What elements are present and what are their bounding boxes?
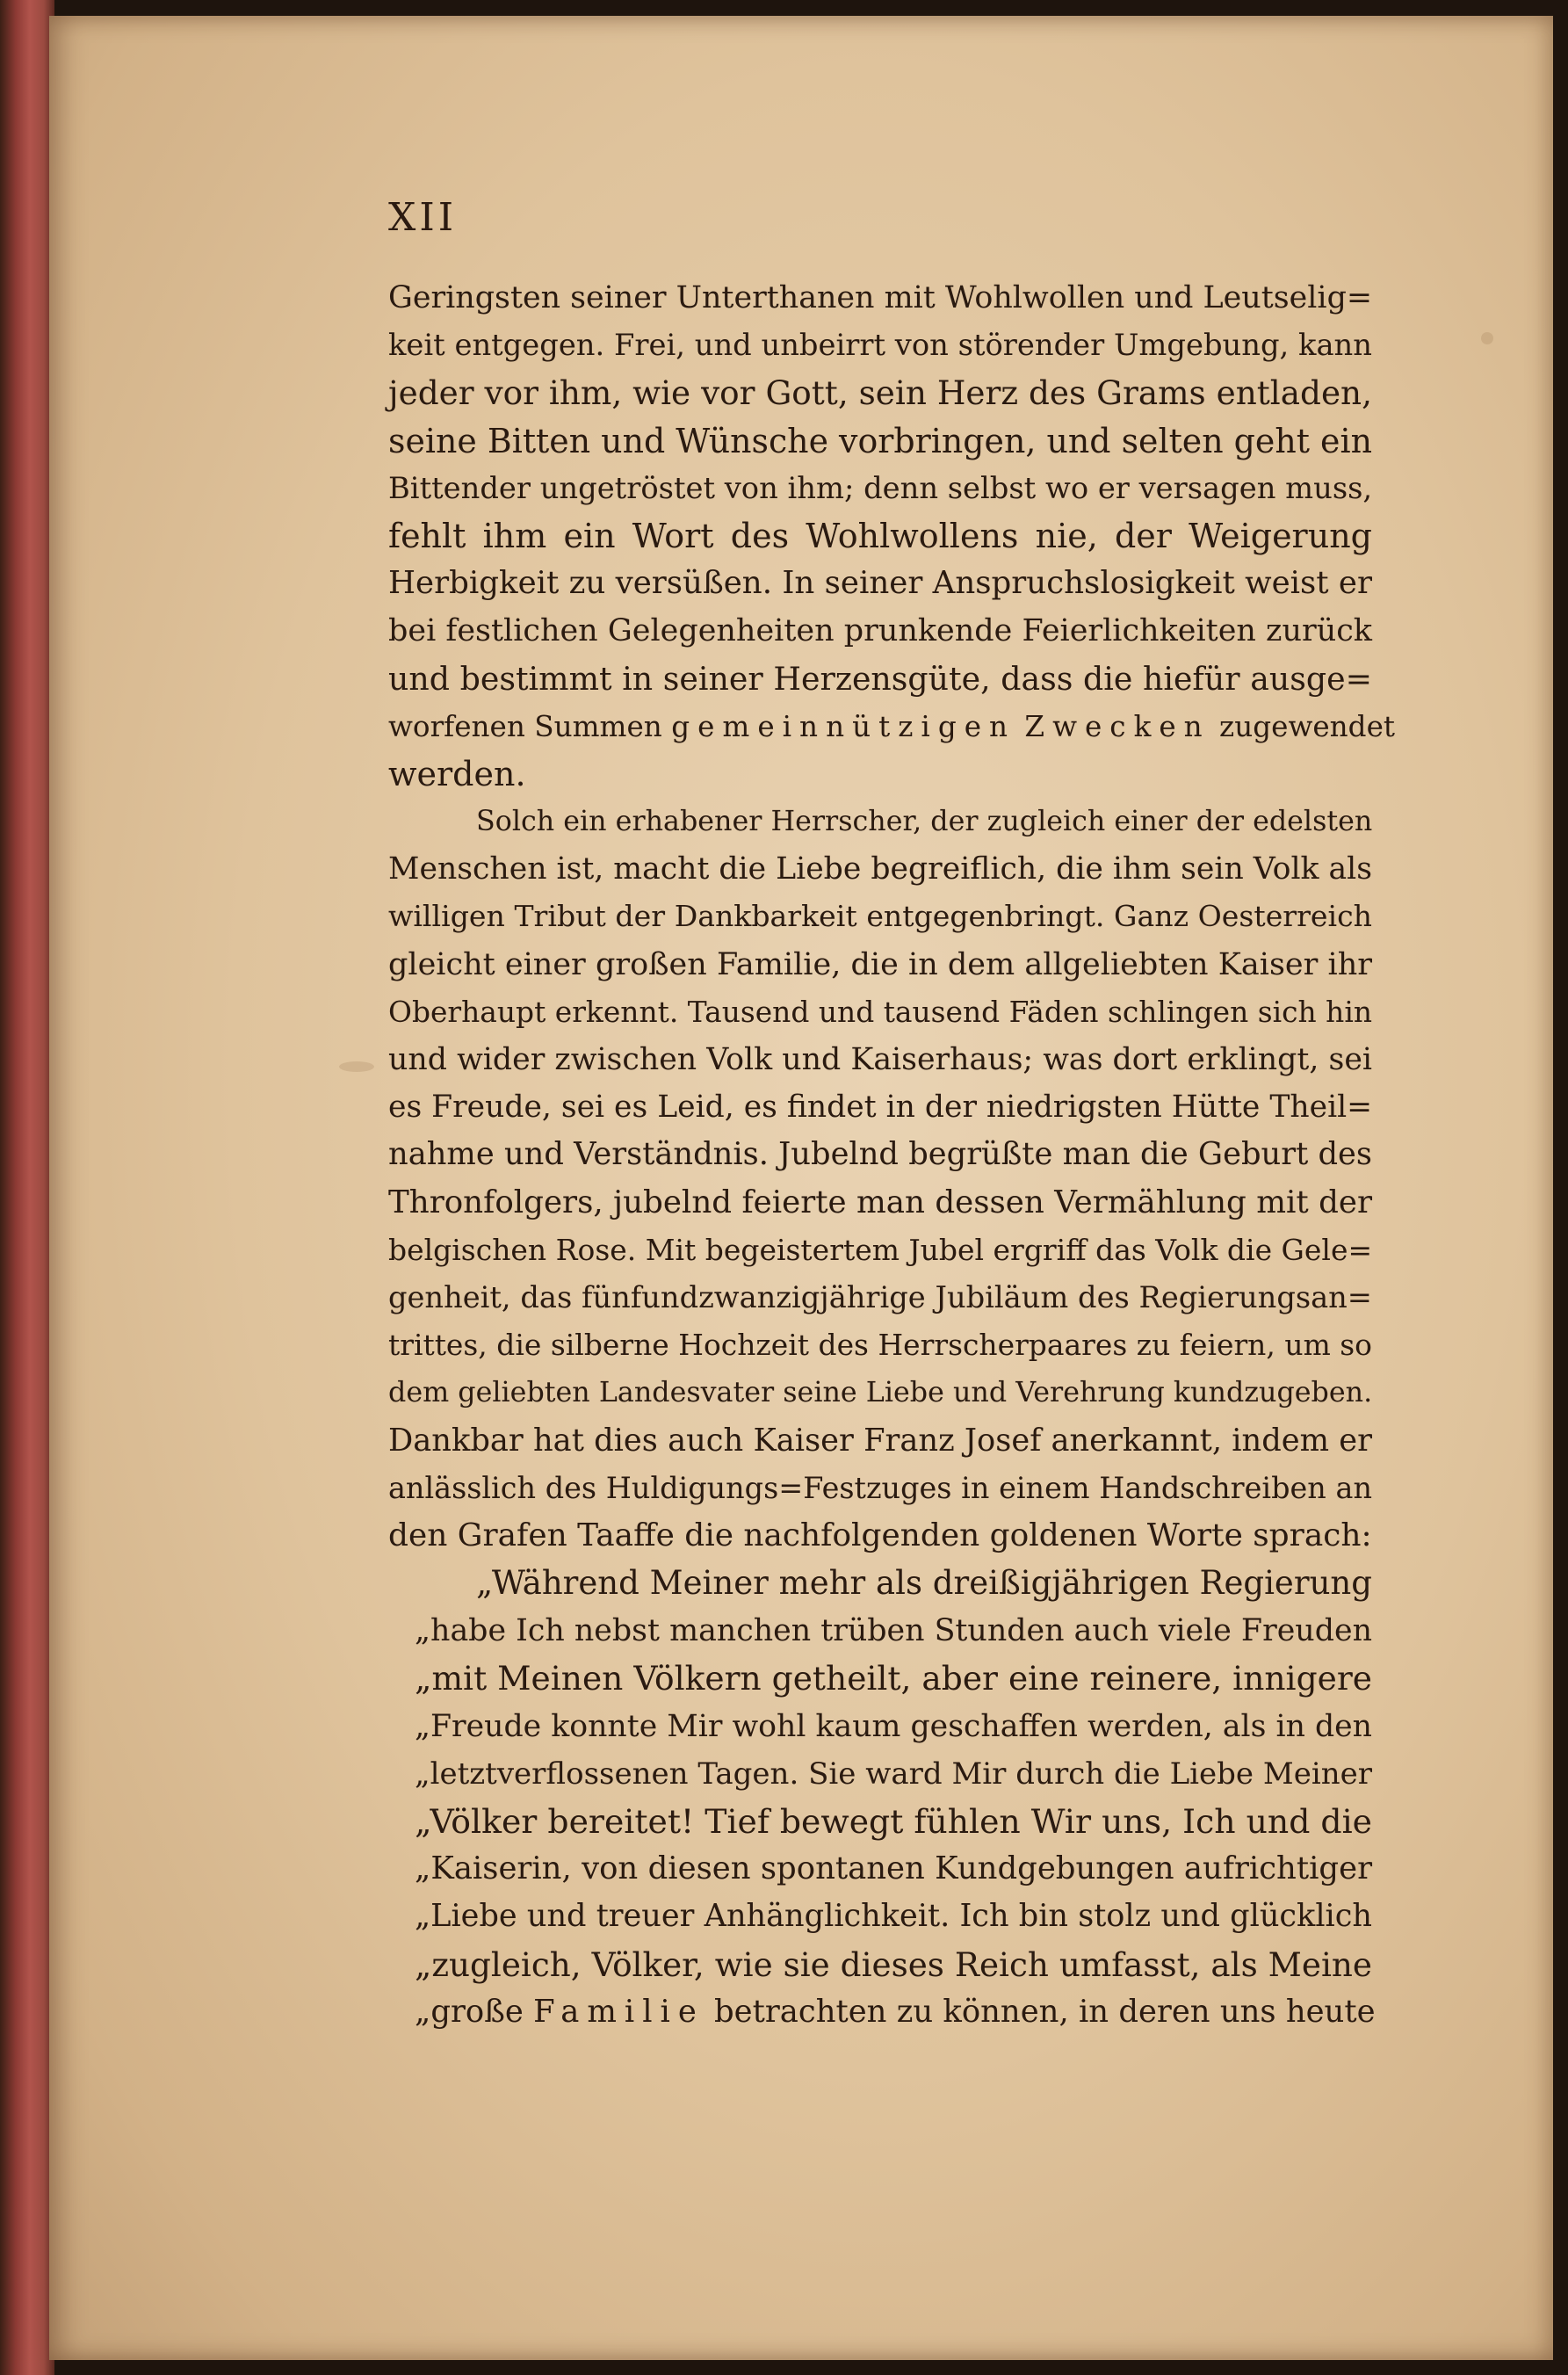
text-line: und wider zwischen Volk und Kaiserhaus; was dort erklingt, sei [388, 1042, 1372, 1077]
body-text [388, 274, 1395, 2036]
text-line: Menschen ist, macht die Liebe begreiflich, die ihm sein Volk als [388, 851, 1372, 887]
quote-line: „mit Meinen Völkern getheilt, aber eine reinere, innigere [415, 1659, 1372, 1698]
quote-line: „Liebe und treuer Anhänglichkeit. Ich bin stolz und glücklich [415, 1898, 1372, 1935]
text-line: es Freude, sei es Leid, es findet in der niedrigsten Hütte Theil= [388, 1090, 1373, 1126]
text-line: fehlt ihm ein Wort des Wohlwollens nie, der Weigerung [388, 516, 1372, 555]
text-line: genheit, das fünfundzwanzigjährige Jubiläum des Regierungsan= [388, 1279, 1372, 1314]
text-line: nahme und Verständnis. Jubelnd begrüßte man die Geburt des [388, 1136, 1372, 1173]
spaced-word: Familie [533, 1993, 705, 2030]
text-line-spaced [388, 703, 1395, 750]
page-number: XII [388, 195, 458, 240]
text-line: werden. [388, 754, 526, 793]
text-line: Herbigkeit zu versüßen. In seiner Anspruchslosigkeit weist er [388, 565, 1372, 602]
text-line: Dankbar hat dies auch Kaiser Franz Josef anerkannt, indem er [388, 1422, 1372, 1459]
quote-line: „letztverflossenen Tagen. Sie ward Mir durch die Liebe Meiner [415, 1756, 1372, 1792]
text-line: Bittender ungetröstet von ihm; denn selbst wo er versagen muss, [388, 470, 1373, 505]
book-cover-edge [0, 0, 54, 2375]
text-fragment: zugewendet [1219, 709, 1395, 743]
quote-line-spaced [388, 1988, 1376, 2036]
text-fragment: worfenen Summen [388, 709, 662, 743]
text-line: anlässlich des Huldigungs=Festzuges in einem Handschreiben an [388, 1470, 1372, 1505]
text-line: belgischen Rose. Mit begeistertem Jubel ergriff das Volk die Gele= [388, 1232, 1373, 1267]
text-line: trittes, die silberne Hochzeit des Herrscherpaares zu feiern, um so [388, 1328, 1372, 1363]
text-line: jeder vor ihm, wie vor Gott, sein Herz des Grams entladen, [388, 373, 1372, 413]
quote-line: „Während Meiner mehr als dreißigjährigen Regierung [476, 1564, 1372, 1603]
spaced-word: Zwecken [1024, 709, 1210, 743]
text-line: und bestimmt in seiner Herzensgüte, dass die hiefür ausge= [388, 659, 1372, 698]
quote-line: „Völker bereitet! Tief bewegt fühlen Wir uns, Ich und die [415, 1802, 1372, 1841]
text-line: Oberhaupt erkennt. Tausend und tausend Fäden schlingen sich hin [388, 994, 1372, 1029]
text-line: keit entgegen. Frei, und unbeirrt von störender Umgebung, kann [388, 328, 1372, 363]
text-line: bei festlichen Gelegenheiten prunkende Feierlichkeiten zurück [388, 613, 1372, 649]
paper-stain [1481, 332, 1493, 344]
text-line: willigen Tribut der Dankbarkeit entgegenbringt. Ganz Oesterreich [388, 899, 1372, 934]
quote-line: „zugleich, Völker, wie sie dieses Reich umfasst, als Meine [415, 1944, 1372, 1984]
paper-stain [339, 1061, 374, 1072]
text-line: dem geliebten Landesvater seine Liebe und Verehrung kundzugeben. [388, 1377, 1373, 1409]
quote-line: „habe Ich nebst manchen trüben Stunden auch viele Freuden [415, 1613, 1372, 1649]
text-line: Geringsten seiner Unterthanen mit Wohlwollen und Leutselig= [388, 280, 1373, 315]
text-fragment: betrachten zu können, in deren uns heute [714, 1993, 1376, 2030]
text-line: Thronfolgers, jubelnd feierte man dessen Vermählung mit der [388, 1184, 1372, 1220]
quote-line: „Freude konnte Mir wohl kaum geschaffen werden, als in den [415, 1708, 1372, 1744]
text-fragment: „große [415, 1993, 524, 2030]
quote-line: „Kaiserin, von diesen spontanen Kundgebungen aufrichtiger [415, 1850, 1372, 1887]
text-line: den Grafen Taaffe die nachfolgenden goldenen Worte sprach: [388, 1517, 1372, 1553]
spaced-word: gemeinnützigen [671, 709, 1016, 743]
text-line: gleicht einer großen Familie, die in dem allgeliebten Kaiser ihr [388, 946, 1372, 982]
text-line: seine Bitten und Wünsche vorbringen, und selten geht ein [388, 421, 1372, 460]
paragraph-first-line: Solch ein erhabener Herrscher, der zugleich einer der edelsten [476, 806, 1373, 838]
